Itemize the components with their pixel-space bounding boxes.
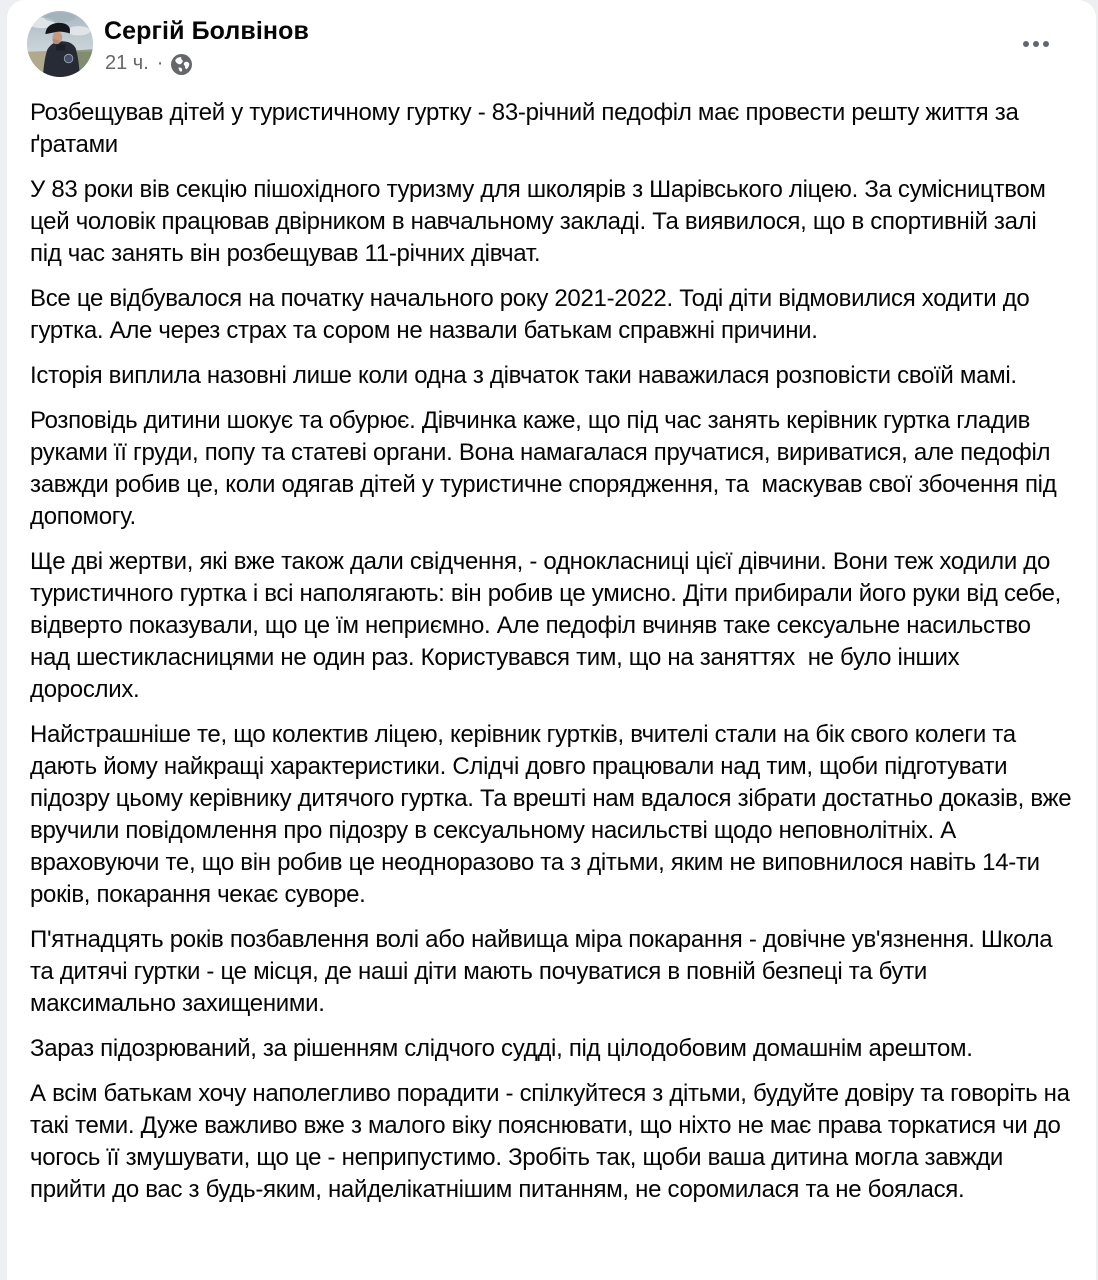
post-paragraph: Ще дві жертви, які вже також дали свідчення, - однокласниці цієї дівчини. Вони теж ходили до туристичного гуртка і всі наполягають: він робив це умисно. Діти прибирали його руки від себе, відверто показували, що це їм неприємно. Але педофіл вчиняв таке сексуальне насильство над шестикласницями не один раз. Користувався тим, що на заняттях не було інших дорослих. bbox=[30, 548, 1068, 703]
post-paragraph: Все це відбувалося на початку начального року 2021-2022. Тоді діти відмовилися ходити до гуртка. Але через страх та сором не назвали батькам справжні причини. bbox=[30, 285, 1036, 344]
post-paragraph: Розбещував дітей у туристичному гуртку - 83-річний педофіл має провести решту життя за ґратами bbox=[30, 99, 1025, 158]
more-options-button[interactable] bbox=[1012, 29, 1060, 59]
avatar[interactable] bbox=[27, 11, 93, 77]
facebook-post-card bbox=[7, 0, 1096, 1280]
post-paragraph: Зараз підозрюваний, за рішенням слідчого судді, під цілодобовим домашнім арештом. bbox=[30, 1035, 973, 1062]
post-paragraph: Історія виплила назовні лише коли одна з дівчаток таки наважилася розповісти своїй мамі. bbox=[30, 362, 1017, 389]
post-paragraph: У 83 роки вів секцію пішохідного туризму для школярів з Шарівського ліцею. За сумісництвом цей чоловік працював двірником в навчальному закладі. Та виявилося, що в спортивній залі під час занять він розбещував 11-річних дівчат. bbox=[30, 176, 1052, 267]
post-paragraph: Найстрашніше те, що колектив ліцею, керівник гуртків, вчителі стали на бік свого колеги та дають йому найкращі характеристики. Слідчі довго працювали над тим, щоби підготувати підозру цьому керівнику дитячого гуртка. Та врешті нам вдалося зібрати достатньо доказів, вже вручили повідомлення про підозру в сексуальному насильстві щодо неповнолітніх. А враховуючи те, що він робив це неодноразово та з дітьми, яким не виповнилося навіть 14-ти років, покарання чекає суворе. bbox=[30, 721, 1078, 908]
ellipsis-dot bbox=[1033, 41, 1039, 47]
ellipsis-dot bbox=[1023, 41, 1029, 47]
post-paragraph: Розповідь дитини шокує та обурює. Дівчинка каже, що під час занять керівник гуртка гладив руками її груди, попу та статеві органи. Вона намагалася пручатися, вириватися, але педофіл завжди робив це, коли одягав дітей у туристичне спорядження, та маскував свої збочення під допомогу. bbox=[30, 407, 1063, 530]
post-header bbox=[7, 0, 1096, 97]
avatar-photo bbox=[27, 11, 93, 77]
post-text bbox=[7, 97, 1096, 1206]
post-meta bbox=[105, 52, 192, 75]
meta-separator: · bbox=[156, 52, 164, 74]
globe-public-icon bbox=[171, 52, 192, 75]
timestamp[interactable]: 21 ч. bbox=[105, 52, 149, 74]
author-name[interactable]: Сергій Болвінов bbox=[104, 17, 309, 45]
post-paragraph: П'ятнадцять років позбавлення волі або найвища міра покарання - довічне ув'язнення. Школа та дитячі гуртки - це місця, де наші діти мають почуватися в повній безпеці та бути максимально захищеними. bbox=[30, 926, 1059, 1017]
ellipsis-dot bbox=[1043, 41, 1049, 47]
post-paragraph: А всім батькам хочу наполегливо порадити - спілкуйтеся з дітьми, будуйте довіру та говоріть на такі теми. Дуже важливо вже з малого віку пояснювати, що ніхто не має права торкатися чи до чогось її змушувати, що це - неприпустимо. Зробіть так, щоби ваша дитина могла завжди прийти до вас з будь-яким, найделікатнішим питанням, не соромилася та не боялася. bbox=[30, 1080, 1077, 1203]
